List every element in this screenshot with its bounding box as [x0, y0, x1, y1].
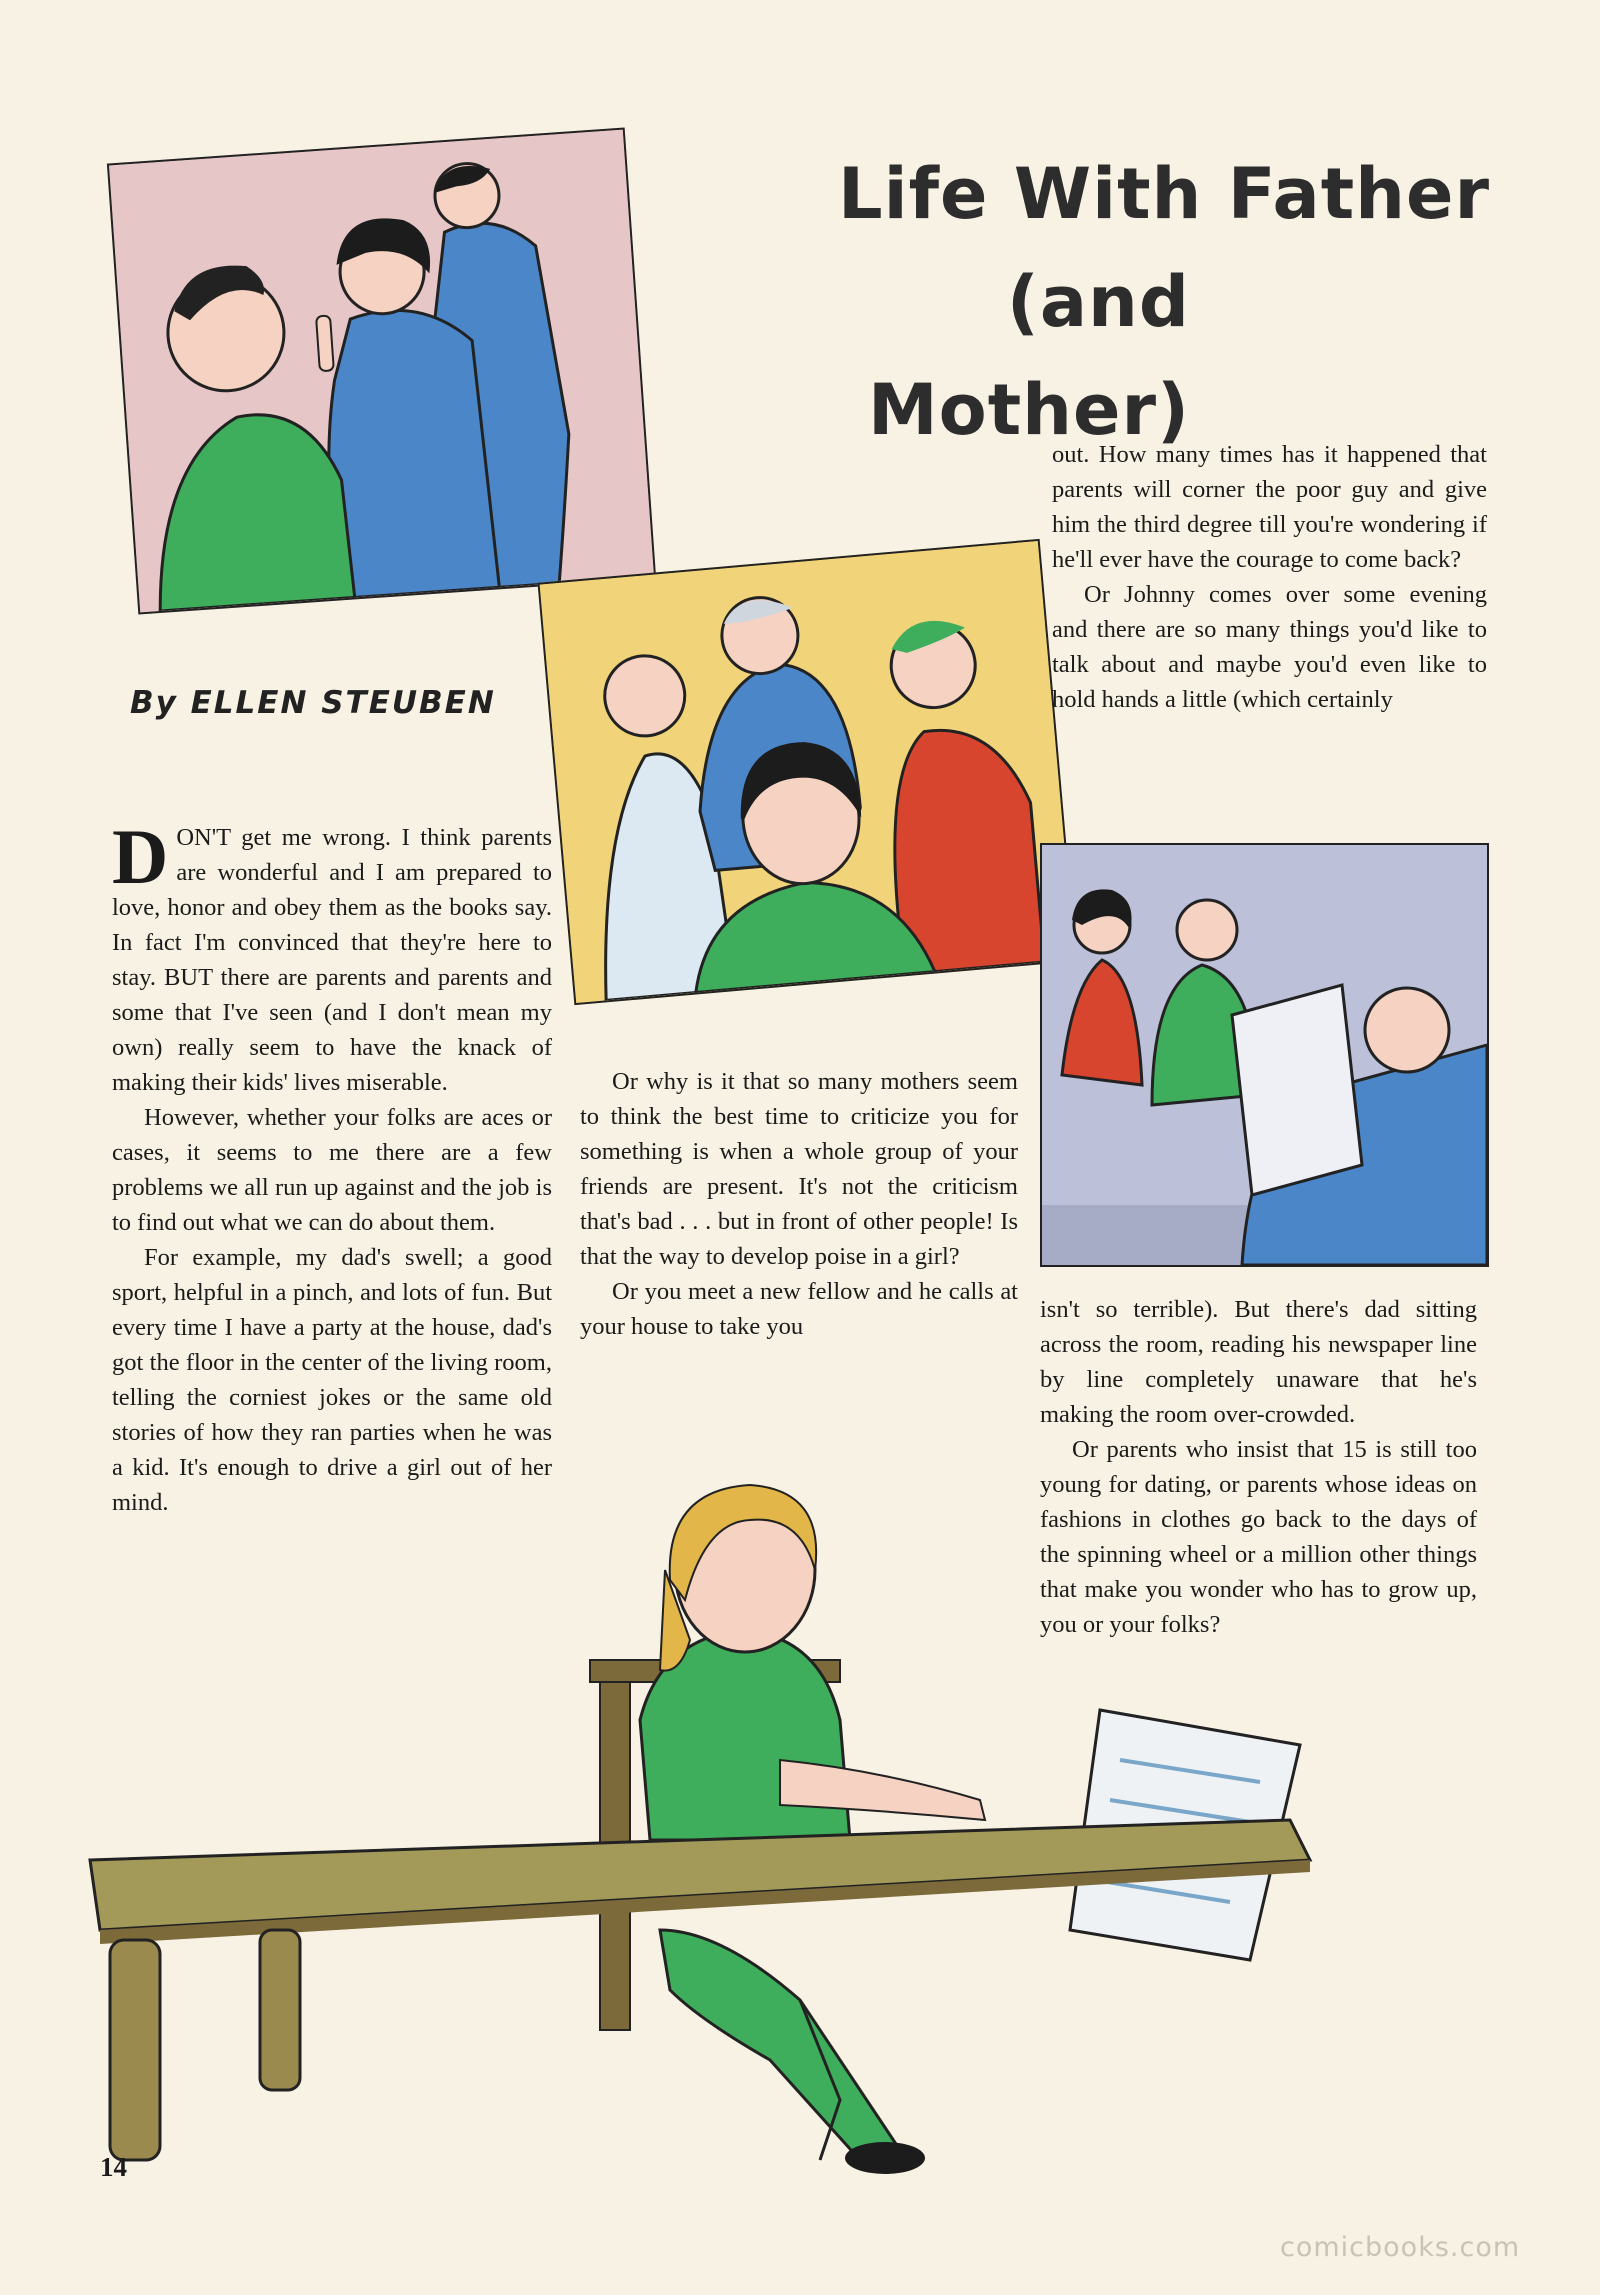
title-line-1: Life With Father — [837, 153, 1490, 235]
drop-cap: D — [112, 813, 169, 900]
byline: By ELLEN STEUBEN — [130, 685, 496, 721]
illustration-panel-argument — [107, 127, 656, 614]
illustration-girl-at-table — [80, 1460, 1500, 2180]
col1-paragraph-3: For example, my dad's swell; a good sport, helpful in a pinch, and lots of fun. But every time I have a party at the house, dad's got the floor in the center of the living room, telling the corniest jokes or the same old stories of how they ran parties when he was a kid. It's enough to drive a girl out of her mind. — [112, 1244, 552, 1516]
col1-paragraph-2: However, whether your folks are aces or cases, it seems to me there are a few problems we all run up against and the job is to find out what we can do about them. — [112, 1104, 552, 1236]
col3-paragraph-1: out. How many times has it happened that parents will corner the poor guy and give him the third degree till you're wondering if he'll ever have the courage to come back? — [1052, 441, 1487, 573]
watermark: comicbooks.com — [1280, 2232, 1521, 2263]
illustration-panel-newspaper — [1040, 843, 1489, 1267]
article-title — [690, 140, 1490, 464]
text-column-1 — [112, 813, 552, 1520]
col3-paragraph-4: Or parents who insist that 15 is still too young for dating, or parents whose ideas on fashions in clothes go back to the days of the spinning wheel or a million other things that make you wonder who has to grow up, you or your folks? — [1040, 1436, 1477, 1638]
col3-paragraph-3: isn't so terrible). But there's dad sitting across the room, reading his newspaper line by line completely unaware that he's making the room over-crowded. — [1040, 1296, 1477, 1428]
title-line-2: (and Mother) — [867, 261, 1190, 451]
illustration-panel-family — [537, 539, 1076, 1005]
text-column-2 — [580, 1064, 1018, 1344]
col3-paragraph-2: Or Johnny comes over some evening and there are so many things you'd like to talk about and maybe you'd even like to hold hands a little (which certainly — [1052, 581, 1487, 713]
col2-paragraph-2: Or you meet a new fellow and he calls at your house to take you — [580, 1278, 1018, 1340]
page-number: 14 — [100, 2152, 127, 2182]
col1-paragraph-1: ON'T get me wrong. I think parents are wonderful and I am prepared to love, honor and obey them as the books say. In fact I'm convinced that they're here to stay. BUT there are parents and parents and some that I've seen (and I don't mean my own) really seem to have the knack of making their kids' lives miserable. — [112, 824, 552, 1096]
text-column-3-top — [1052, 437, 1487, 717]
col2-paragraph-1: Or why is it that so many mothers seem to think the best time to criticize you for something is when a whole group of your friends are present. It's not the criticism that's bad . . . but in front of other people! Is that the way to develop poise in a girl? — [580, 1068, 1018, 1270]
